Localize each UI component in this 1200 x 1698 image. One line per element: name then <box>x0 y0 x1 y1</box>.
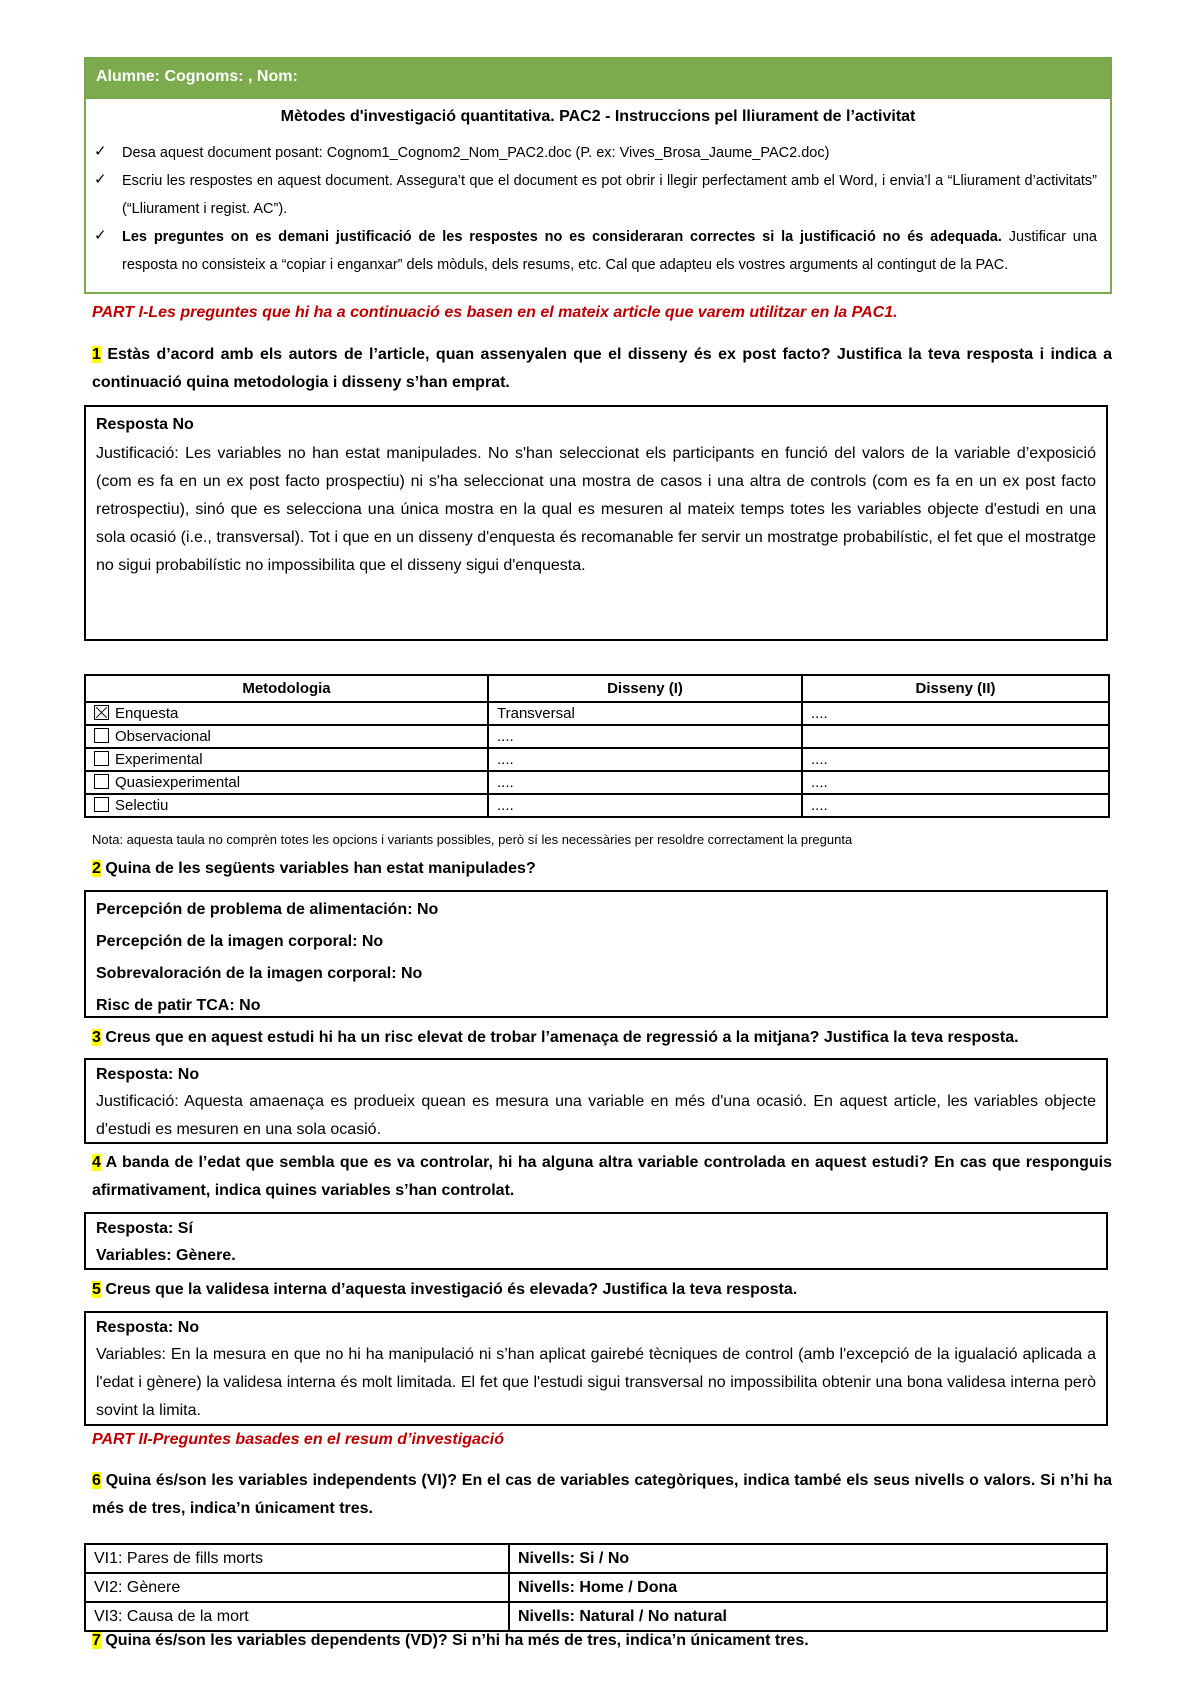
check-icon: ✓ <box>94 143 107 160</box>
variables-5: Variables: En la mesura en que no hi ha manipulació ni s’han aplicat gairebé tècniques de control (amb l'excepció de la igualació aplicada a l'edat i gènere) la validesa interna és molt limitada. El fet que l'estudi sigui transversal no impossibilita obtenir una bona validesa interna però sovint la limita. <box>96 1346 1096 1419</box>
check-icon: ✓ <box>94 227 107 244</box>
checkbox[interactable] <box>94 728 109 743</box>
question-text: A banda de l’edat que sembla que es va controlar, hi ha alguna altra variable controlada en aquest estudi? En cas que responguis afirmativament, indica quines variables s’han controlat. <box>92 1154 1112 1199</box>
checkbox[interactable] <box>94 797 109 812</box>
answer-line: Percepción de la imagen corporal: No <box>96 933 384 950</box>
vi-cell: VI3: Causa de la mort <box>85 1602 509 1631</box>
levels-cell: Nivells: Home / Dona <box>509 1573 1107 1602</box>
question-number: 2 <box>92 860 101 877</box>
method-label: Enquesta <box>115 705 179 722</box>
instruction-bullet-3-bold: Les preguntes on es demani justificació de les respostes no es consideraran correctes si la justificació no és adequada. <box>122 229 1002 245</box>
answer-box-1 <box>84 405 1108 641</box>
question-number: 6 <box>92 1472 101 1489</box>
question-text: Quina és/son les variables dependents (VD)? Si n’hi ha més de tres, indica’n únicament tres. <box>100 1632 809 1649</box>
checkbox-checked[interactable] <box>94 705 109 720</box>
answer-line: Sobrevaloración de la imagen corporal: No <box>96 965 423 982</box>
student-label: Alumne: Cognoms: , Nom: <box>96 68 298 85</box>
design-1-cell: .... <box>488 771 802 794</box>
student-header <box>84 57 1112 99</box>
table-header: Metodologia <box>85 675 488 702</box>
levels-cell: Nivells: Natural / No natural <box>509 1602 1107 1631</box>
answer-line: Percepción de problema de alimentación: No <box>96 901 439 918</box>
question-text: Creus que en aquest estudi hi ha un risc elevat de trobar l’amenaça de regressió a la mitjana? Justifica la teva resposta. <box>100 1029 1019 1046</box>
vi-cell: VI1: Pares de fills morts <box>85 1544 509 1573</box>
table-row <box>85 702 1109 725</box>
method-label: Selectiu <box>115 797 169 814</box>
check-icon: ✓ <box>94 171 107 188</box>
question-number: 1 <box>92 346 101 363</box>
question-text: Quina és/son les variables independents (VI)? En el cas de variables categòriques, indica també els seus nivells o valors. Si n’hi ha més de tres, indica’n únicament tres. <box>92 1472 1112 1517</box>
table-header: Disseny (I) <box>488 675 802 702</box>
question-number: 7 <box>92 1632 101 1649</box>
answer-5: Resposta: No <box>96 1319 200 1336</box>
question-text: Estàs d’acord amb els autors de l’article, quan assenyalen que el disseny és ex post facto? Justifica la teva resposta i indica a continuació quina metodologia i disseny s’han emprat. <box>92 346 1112 391</box>
question-4 <box>92 1149 1112 1205</box>
instructions-title: Mètodes d'investigació quantitativa. PAC2 - Instruccions pel lliurament de l’activitat <box>280 108 916 125</box>
justification-1: Justificació: Les variables no han estat manipulades. No s'han seleccionat els participants en funció del valors de la variable d’exposició (com es fa en un ex post facto prospectiu) ni s'ha seleccionat una mostra de casos i una altra de controls (com es fa en un ex post facto retrospectiu), sinó que es selecciona una única mostra en la qual es mesuren al mateix temps totes les variables objecte d'estudi en una sola ocasió (i.e., transversal). Tot i que en un disseny d'enquesta és recomanable fer servir un mostratge probabilístic, el fet que el mostratge no sigui probabilístic no impossibilita que el disseny sigui d'enquesta. <box>96 445 1096 574</box>
question-6 <box>92 1467 1112 1523</box>
instruction-bullet-3 <box>122 223 1097 279</box>
design-1-cell: Transversal <box>488 702 802 725</box>
method-label: Experimental <box>115 751 203 768</box>
instruction-bullet-3-rest: Justificar una resposta no consisteix a “copiar i enganxar” dels mòduls, dels resums, etc. Cal que adapteu els vostres arguments al contingut de la PAC. <box>122 229 1097 273</box>
table-header: Disseny (II) <box>802 675 1109 702</box>
checkbox[interactable] <box>94 774 109 789</box>
design-2-cell: .... <box>802 771 1109 794</box>
methodology-table <box>84 674 1110 818</box>
table-row <box>85 1544 1107 1573</box>
question-number: 5 <box>92 1281 101 1298</box>
answer-line: Risc de patir TCA: No <box>96 997 261 1014</box>
method-label: Quasiexperimental <box>115 774 241 791</box>
part2-title: PART II-Preguntes basades en el resum d’investigació <box>92 1431 504 1448</box>
instruction-bullet-1: Desa aquest document posant: Cognom1_Cognom2_Nom_PAC2.doc (P. ex: Vives_Brosa_Jaume_PAC2.doc) <box>122 145 830 161</box>
question-7 <box>92 1627 1112 1655</box>
vi-table <box>84 1543 1108 1632</box>
part1-title: PART I-Les preguntes que hi ha a continuació es basen en el mateix article que varem utilitzar en la PAC1. <box>92 304 898 321</box>
question-5 <box>92 1276 1112 1304</box>
design-2-cell: .... <box>802 748 1109 771</box>
table-row <box>85 1573 1107 1602</box>
table-note: Nota: aquesta taula no comprèn totes les opcions i variants possibles, però sí les necessàries per resoldre correctament la pregunta <box>92 832 853 847</box>
checkbox[interactable] <box>94 751 109 766</box>
question-text: Creus que la validesa interna d’aquesta investigació és elevada? Justifica la teva resposta. <box>100 1281 798 1298</box>
levels-cell: Nivells: Si / No <box>509 1544 1107 1573</box>
answer-3: Resposta: No <box>96 1066 200 1083</box>
question-text: Quina de les següents variables han estat manipulades? <box>100 860 536 877</box>
table-row <box>85 725 1109 748</box>
answer-box-5 <box>84 1311 1108 1426</box>
answer-1: Resposta No <box>96 416 194 433</box>
design-1-cell: .... <box>488 748 802 771</box>
question-number: 3 <box>92 1029 101 1046</box>
design-1-cell: .... <box>488 725 802 748</box>
vi-cell: VI2: Gènere <box>85 1573 509 1602</box>
instruction-bullet-2: Escriu les respostes en aquest document. Assegura’t que el document es pot obrir i llegir perfectament amb el Word, i envia’l a “Lliurament d’activitats” (“Lliurament i regist. AC”). <box>122 173 1097 217</box>
question-number: 4 <box>92 1154 101 1171</box>
design-2-cell <box>802 725 1109 748</box>
question-3 <box>92 1024 1112 1052</box>
design-2-cell: .... <box>802 794 1109 817</box>
answer-box-2 <box>84 890 1108 1018</box>
design-2-cell: .... <box>802 702 1109 725</box>
table-row <box>85 794 1109 817</box>
question-2 <box>92 855 1112 883</box>
question-1 <box>92 341 1112 397</box>
justification-3: Justificació: Aquesta amaenaça es produeix quean es mesura una variable en més d'una ocasió. En aquest article, les variables objecte d'estudi es mesuren en una sola ocasió. <box>96 1093 1096 1138</box>
answer-box-3 <box>84 1058 1108 1144</box>
design-1-cell: .... <box>488 794 802 817</box>
answer-4: Resposta: Sí <box>96 1220 193 1237</box>
table-row <box>85 748 1109 771</box>
answer-box-4 <box>84 1212 1108 1270</box>
table-row <box>85 771 1109 794</box>
variables-4: Variables: Gènere. <box>96 1247 236 1264</box>
method-label: Observacional <box>115 728 211 745</box>
